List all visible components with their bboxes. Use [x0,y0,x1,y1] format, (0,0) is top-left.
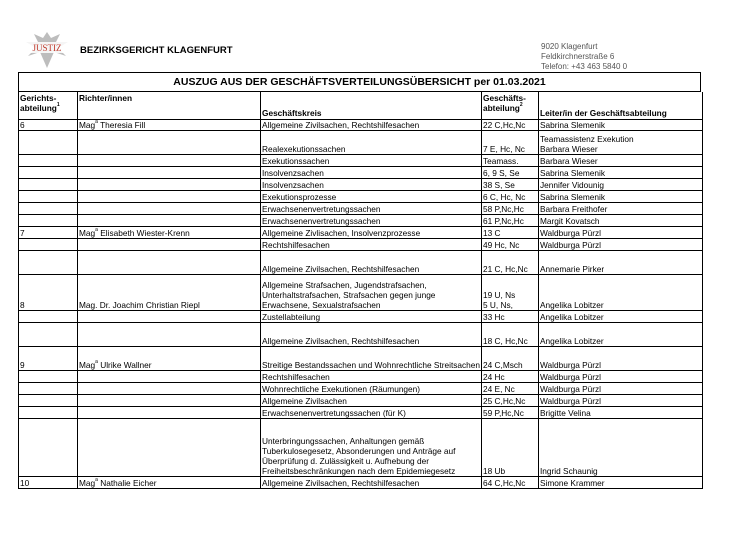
table-row [19,130,703,154]
cell-geschaeftskreis: Erwachsenenvertretungssachen [261,214,482,226]
court-name: BEZIRKSGERICHT KLAGENFURT [80,45,233,56]
cell-richter: Mag$^a$ Theresia Fill [78,119,261,130]
table-row [19,476,703,488]
cell-leiter: Waldburga Pürzl [539,226,703,238]
table-row [19,310,703,322]
cell-geschaeftsabteilung: 24 Hc [482,370,539,382]
cell-richter: Mag. Dr. Joachim Christian Riepl [78,274,261,310]
cell-geschaeftsabteilung: 33 Hc [482,310,539,322]
cell-gerichtsabteilung: 7 [19,226,78,238]
table-row [19,346,703,370]
justiz-logo [22,30,72,70]
cell-leiter: Barbara Freithofer [539,202,703,214]
cell-leiter: Simone Krammer [539,476,703,488]
cell-gerichtsabteilung [19,178,78,190]
cell-gerichtsabteilung [19,322,78,346]
table-row [19,382,703,394]
cell-leiter: Angelika Lobitzer [539,274,703,310]
cell-gerichtsabteilung [19,310,78,322]
table-row [19,322,703,346]
cell-richter: Mag$^a$ Elisabeth Wiester-Krenn [78,226,261,238]
cell-geschaeftskreis: Allgemeine Zivilsachen, Rechtshilfesachen [261,119,482,130]
allocation-table [18,92,703,489]
cell-gerichtsabteilung: 9 [19,346,78,370]
cell-geschaeftskreis: Allgemeine Zivilsachen, Rechtshilfesachen [261,250,482,274]
cell-geschaeftsabteilung: 25 C,Hc,Nc [482,394,539,406]
cell-gerichtsabteilung [19,382,78,394]
header-gerichtsabteilung: Gerichts-abteilung$^1$ [19,92,78,119]
cell-geschaeftskreis: Erwachsenenvertretungssachen [261,202,482,214]
cell-gerichtsabteilung [19,250,78,274]
cell-geschaeftskreis: Allgemeine Zivlisachen, Insolvenzprozesse [261,226,482,238]
cell-geschaeftskreis: Erwachsenenvertretungssachen (für K) [261,406,482,418]
cell-geschaeftsabteilung: 24 E, Nc [482,382,539,394]
table-row [19,394,703,406]
cell-gerichtsabteilung [19,214,78,226]
cell-richter: Mag$^a$ Nathalie Eicher [78,476,261,488]
table-row [19,274,703,310]
table-row [19,119,703,130]
cell-geschaeftsabteilung: 38 S, Se [482,178,539,190]
cell-richter: Mag$^a$ Ulrike Wallner [78,346,261,370]
cell-leiter: Brigitte Velina [539,406,703,418]
header-richter: Richter/innen [78,92,261,119]
table-row [19,190,703,202]
cell-richter [78,166,261,178]
cell-gerichtsabteilung [19,238,78,250]
cell-geschaeftsabteilung: 64 C,Hc,Nc [482,476,539,488]
cell-leiter: Ingrid Schaunig [539,418,703,476]
cell-richter [78,382,261,394]
cell-gerichtsabteilung [19,154,78,166]
cell-gerichtsabteilung: 6 [19,119,78,130]
cell-geschaeftsabteilung: 6 C, Hc, Nc [482,190,539,202]
cell-gerichtsabteilung [19,130,78,154]
cell-geschaeftskreis: Zustellabteilung [261,310,482,322]
header-geschaeftsabteilung: Geschäfts-abteilung$^2$ [482,92,539,119]
cell-richter [78,394,261,406]
cell-geschaeftskreis: Exekutionsprozesse [261,190,482,202]
cell-geschaeftskreis: Realexekutionssachen [261,130,482,154]
cell-leiter: Sabrina Slemenik [539,166,703,178]
cell-leiter: Sabrina Slemenik [539,119,703,130]
table-row [19,178,703,190]
cell-richter [78,370,261,382]
cell-geschaeftskreis: Wohnrechtliche Exekutionen (Räumungen) [261,382,482,394]
cell-leiter: Annemarie Pirker [539,250,703,274]
table-row [19,166,703,178]
cell-geschaeftsabteilung: 18 Ub [482,418,539,476]
cell-geschaeftsabteilung: 7 E, Hc, Nc [482,130,539,154]
cell-leiter: Waldburga Pürzl [539,346,703,370]
table-row [19,370,703,382]
cell-richter [78,154,261,166]
cell-gerichtsabteilung: 8 [19,274,78,310]
cell-richter [78,418,261,476]
cell-leiter: Margit Kovatsch [539,214,703,226]
address-line: Telefon: +43 463 5840 0 [541,62,628,71]
document-title: AUSZUG AUS DER GESCHÄFTSVERTEILUNGSÜBERSICHT per 01.03.2021 [18,72,701,92]
cell-geschaeftskreis: Insolvenzsachen [261,178,482,190]
cell-richter [78,130,261,154]
cell-geschaeftsabteilung: 58 P,Nc,Hc [482,202,539,214]
cell-geschaeftskreis: Allgemeine Zivilsachen [261,394,482,406]
cell-gerichtsabteilung [19,370,78,382]
cell-gerichtsabteilung [19,406,78,418]
cell-leiter: Jennifer Vidounig [539,178,703,190]
cell-geschaeftskreis: Streitige Bestandssachen und Wohnrechtliche Streitsachen [261,346,482,370]
cell-geschaeftsabteilung: 61 P,Nc,Hc [482,214,539,226]
cell-geschaeftskreis: Allgemeine Strafsachen, Jugendstrafsachen, Unterhaltstrafsachen, Strafsachen gegen junge Erwachsene, Sexualstrafsachen [261,274,482,310]
cell-leiter: Sabrina Slemenik [539,190,703,202]
cell-richter [78,406,261,418]
table-row [19,418,703,476]
cell-richter [78,310,261,322]
cell-leiter: Teamassistenz Exekution Barbara Wieser [539,130,703,154]
table-row [19,238,703,250]
cell-geschaeftskreis: Rechtshilfesachen [261,238,482,250]
cell-leiter: Barbara Wieser [539,154,703,166]
cell-geschaeftsabteilung: Teamass. [482,154,539,166]
cell-richter [78,190,261,202]
table-row [19,406,703,418]
cell-geschaeftskreis: Exekutionssachen [261,154,482,166]
cell-geschaeftsabteilung: 19 U, Ns 5 U, Ns, [482,274,539,310]
cell-geschaeftskreis: Allgemeine Zivilsachen, Rechtshilfesachen [261,322,482,346]
cell-leiter: Waldburga Pürzl [539,370,703,382]
cell-geschaeftsabteilung: 13 C [482,226,539,238]
table-row [19,154,703,166]
cell-geschaeftsabteilung: 59 P,Hc,Nc [482,406,539,418]
cell-leiter: Waldburga Pürzl [539,394,703,406]
cell-geschaeftsabteilung: 18 C, Hc,Nc [482,322,539,346]
address-line: Feldkirchnerstraße 6 [541,52,615,61]
court-address [541,42,627,72]
table-row [19,202,703,214]
cell-richter [78,250,261,274]
document-header [0,0,729,72]
cell-leiter: Waldburga Pürzl [539,238,703,250]
cell-geschaeftskreis: Unterbringungssachen, Anhaltungen gemäß Tuberkulosegesetz, Absonderungen und Anträge auf Überprüfung d. Zulässigkeit u. Aufhebung der Freiheitsbeschränkungen nach dem Epidemiegesetz [261,418,482,476]
cell-geschaeftsabteilung: 22 C,Hc,Nc [482,119,539,130]
cell-richter [78,322,261,346]
cell-richter [78,202,261,214]
cell-richter [78,238,261,250]
cell-gerichtsabteilung [19,418,78,476]
header-geschaeftskreis: Geschäftskreis [261,92,482,119]
cell-geschaeftsabteilung: 49 Hc, Nc [482,238,539,250]
cell-geschaeftsabteilung: 6, 9 S, Se [482,166,539,178]
cell-leiter: Angelika Lobitzer [539,310,703,322]
table-row [19,226,703,238]
table-header-row [19,92,703,119]
cell-geschaeftsabteilung: 21 C, Hc,Nc [482,250,539,274]
cell-leiter: Waldburga Pürzl [539,382,703,394]
cell-gerichtsabteilung [19,166,78,178]
cell-richter [78,214,261,226]
address-line: 9020 Klagenfurt [541,42,598,51]
cell-gerichtsabteilung [19,394,78,406]
cell-geschaeftskreis: Allgemeine Zivilsachen, Rechtshilfesachen [261,476,482,488]
svg-text:JUSTIZ: JUSTIZ [32,43,62,53]
cell-gerichtsabteilung: 10 [19,476,78,488]
table-row [19,250,703,274]
cell-gerichtsabteilung [19,190,78,202]
cell-richter [78,178,261,190]
cell-geschaeftskreis: Insolvenzsachen [261,166,482,178]
cell-gerichtsabteilung [19,202,78,214]
table-row [19,214,703,226]
cell-geschaeftskreis: Rechtshilfesachen [261,370,482,382]
header-leiter: Leiter/in der Geschäftsabteilung [539,92,703,119]
cell-geschaeftsabteilung: 24 C,Msch [482,346,539,370]
cell-leiter: Angelika Lobitzer [539,322,703,346]
